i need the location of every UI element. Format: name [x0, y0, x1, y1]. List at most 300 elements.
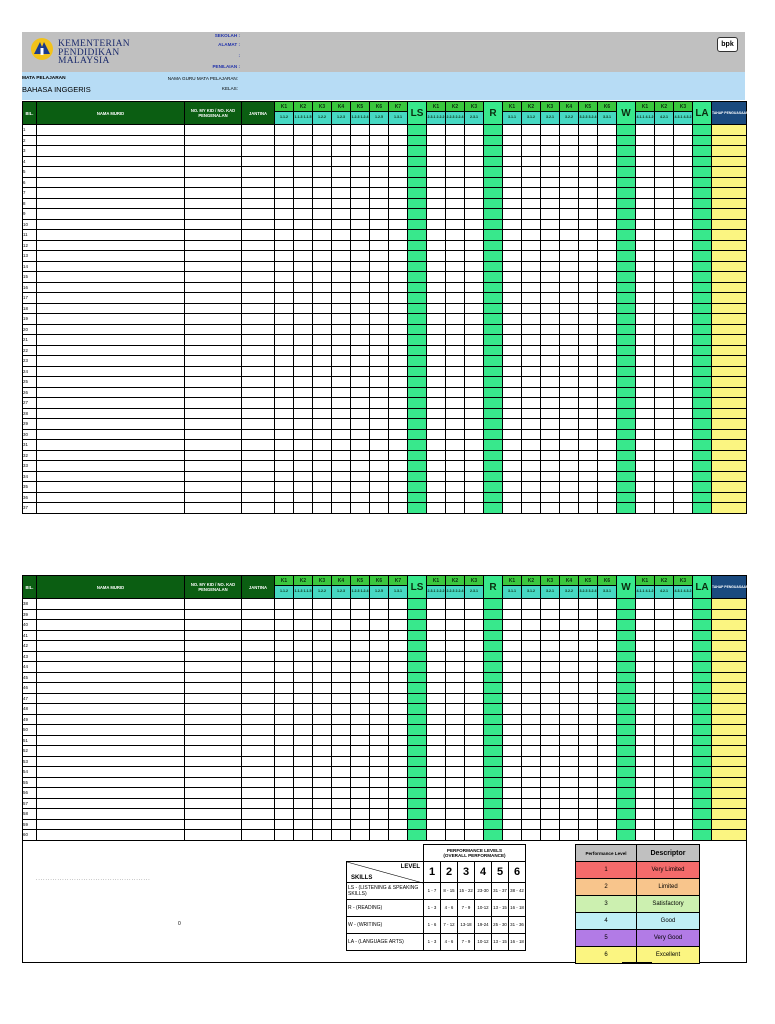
- student-cell[interactable]: [185, 419, 242, 430]
- score-cell[interactable]: [503, 672, 522, 683]
- score-cell[interactable]: [427, 125, 446, 136]
- student-cell[interactable]: [185, 503, 242, 514]
- score-cell[interactable]: [465, 261, 484, 272]
- score-cell[interactable]: [313, 387, 332, 398]
- score-cell[interactable]: [560, 219, 579, 230]
- score-cell[interactable]: [522, 335, 541, 346]
- score-cell[interactable]: [313, 135, 332, 146]
- score-cell[interactable]: [560, 177, 579, 188]
- score-cell[interactable]: [598, 492, 617, 503]
- score-cell[interactable]: [446, 261, 465, 272]
- score-cell[interactable]: [294, 429, 313, 440]
- score-cell[interactable]: [636, 641, 655, 652]
- score-cell[interactable]: [636, 314, 655, 325]
- score-cell[interactable]: [446, 377, 465, 388]
- score-cell[interactable]: [370, 251, 389, 262]
- score-cell[interactable]: [503, 662, 522, 673]
- score-cell[interactable]: [313, 620, 332, 631]
- score-cell[interactable]: [332, 662, 351, 673]
- score-cell[interactable]: [503, 125, 522, 136]
- score-cell[interactable]: [294, 366, 313, 377]
- student-cell[interactable]: [37, 471, 185, 482]
- score-cell[interactable]: [522, 240, 541, 251]
- score-cell[interactable]: [503, 482, 522, 493]
- score-cell[interactable]: [332, 620, 351, 631]
- student-cell[interactable]: [37, 756, 185, 767]
- score-cell[interactable]: [503, 324, 522, 335]
- score-cell[interactable]: [370, 398, 389, 409]
- score-cell[interactable]: [636, 429, 655, 440]
- score-cell[interactable]: [579, 177, 598, 188]
- score-cell[interactable]: [427, 651, 446, 662]
- score-cell[interactable]: [541, 398, 560, 409]
- score-cell[interactable]: [332, 440, 351, 451]
- student-cell[interactable]: [185, 261, 242, 272]
- score-cell[interactable]: [655, 209, 674, 220]
- student-cell[interactable]: [37, 219, 185, 230]
- score-cell[interactable]: [636, 482, 655, 493]
- score-cell[interactable]: [674, 725, 693, 736]
- score-cell[interactable]: [674, 746, 693, 757]
- student-cell[interactable]: [242, 704, 275, 715]
- score-cell[interactable]: [579, 809, 598, 820]
- score-cell[interactable]: [389, 188, 408, 199]
- score-cell[interactable]: [503, 356, 522, 367]
- score-cell[interactable]: [351, 641, 370, 652]
- score-cell[interactable]: [522, 345, 541, 356]
- score-cell[interactable]: [541, 809, 560, 820]
- score-cell[interactable]: [598, 408, 617, 419]
- score-cell[interactable]: [446, 798, 465, 809]
- score-cell[interactable]: [427, 735, 446, 746]
- score-cell[interactable]: [351, 482, 370, 493]
- student-cell[interactable]: [242, 777, 275, 788]
- score-cell[interactable]: [313, 366, 332, 377]
- score-cell[interactable]: [332, 735, 351, 746]
- score-cell[interactable]: [370, 314, 389, 325]
- score-cell[interactable]: [674, 471, 693, 482]
- score-cell[interactable]: [313, 492, 332, 503]
- score-cell[interactable]: [313, 125, 332, 136]
- score-cell[interactable]: [560, 366, 579, 377]
- score-cell[interactable]: [503, 408, 522, 419]
- score-cell[interactable]: [598, 503, 617, 514]
- score-cell[interactable]: [655, 282, 674, 293]
- score-cell[interactable]: [389, 450, 408, 461]
- student-cell[interactable]: [37, 125, 185, 136]
- score-cell[interactable]: [313, 788, 332, 799]
- score-cell[interactable]: [465, 156, 484, 167]
- score-cell[interactable]: [427, 777, 446, 788]
- score-cell[interactable]: [446, 450, 465, 461]
- score-cell[interactable]: [560, 440, 579, 451]
- score-cell[interactable]: [351, 303, 370, 314]
- score-cell[interactable]: [446, 492, 465, 503]
- score-cell[interactable]: [370, 683, 389, 694]
- score-cell[interactable]: [351, 335, 370, 346]
- score-cell[interactable]: [598, 620, 617, 631]
- score-cell[interactable]: [655, 798, 674, 809]
- score-cell[interactable]: [560, 651, 579, 662]
- score-cell[interactable]: [351, 387, 370, 398]
- score-cell[interactable]: [541, 714, 560, 725]
- score-cell[interactable]: [446, 272, 465, 283]
- score-cell[interactable]: [427, 482, 446, 493]
- student-cell[interactable]: [37, 314, 185, 325]
- score-cell[interactable]: [465, 209, 484, 220]
- score-cell[interactable]: [427, 492, 446, 503]
- score-cell[interactable]: [655, 251, 674, 262]
- score-cell[interactable]: [541, 599, 560, 610]
- score-cell[interactable]: [560, 756, 579, 767]
- score-cell[interactable]: [389, 662, 408, 673]
- score-cell[interactable]: [275, 819, 294, 830]
- score-cell[interactable]: [503, 461, 522, 472]
- score-cell[interactable]: [389, 471, 408, 482]
- score-cell[interactable]: [522, 809, 541, 820]
- score-cell[interactable]: [560, 167, 579, 178]
- student-cell[interactable]: [185, 798, 242, 809]
- score-cell[interactable]: [674, 788, 693, 799]
- score-cell[interactable]: [275, 419, 294, 430]
- score-cell[interactable]: [598, 756, 617, 767]
- score-cell[interactable]: [503, 714, 522, 725]
- score-cell[interactable]: [560, 788, 579, 799]
- score-cell[interactable]: [351, 630, 370, 641]
- student-cell[interactable]: [242, 398, 275, 409]
- score-cell[interactable]: [351, 324, 370, 335]
- score-cell[interactable]: [674, 125, 693, 136]
- score-cell[interactable]: [294, 756, 313, 767]
- score-cell[interactable]: [427, 471, 446, 482]
- score-cell[interactable]: [541, 324, 560, 335]
- student-cell[interactable]: [185, 651, 242, 662]
- score-cell[interactable]: [427, 767, 446, 778]
- score-cell[interactable]: [579, 261, 598, 272]
- score-cell[interactable]: [294, 125, 313, 136]
- student-cell[interactable]: [242, 272, 275, 283]
- score-cell[interactable]: [636, 788, 655, 799]
- score-cell[interactable]: [446, 503, 465, 514]
- score-cell[interactable]: [370, 293, 389, 304]
- score-cell[interactable]: [636, 767, 655, 778]
- score-cell[interactable]: [294, 819, 313, 830]
- score-cell[interactable]: [446, 146, 465, 157]
- score-cell[interactable]: [427, 387, 446, 398]
- score-cell[interactable]: [655, 230, 674, 241]
- score-cell[interactable]: [465, 693, 484, 704]
- score-cell[interactable]: [332, 125, 351, 136]
- score-cell[interactable]: [541, 345, 560, 356]
- score-cell[interactable]: [579, 767, 598, 778]
- score-cell[interactable]: [427, 746, 446, 757]
- score-cell[interactable]: [275, 303, 294, 314]
- score-cell[interactable]: [427, 419, 446, 430]
- score-cell[interactable]: [294, 503, 313, 514]
- score-cell[interactable]: [313, 767, 332, 778]
- score-cell[interactable]: [503, 725, 522, 736]
- score-cell[interactable]: [465, 188, 484, 199]
- score-cell[interactable]: [541, 482, 560, 493]
- score-cell[interactable]: [370, 198, 389, 209]
- score-cell[interactable]: [465, 251, 484, 262]
- score-cell[interactable]: [351, 735, 370, 746]
- student-cell[interactable]: [37, 482, 185, 493]
- score-cell[interactable]: [598, 714, 617, 725]
- score-cell[interactable]: [465, 482, 484, 493]
- score-cell[interactable]: [522, 324, 541, 335]
- student-cell[interactable]: [242, 135, 275, 146]
- student-cell[interactable]: [242, 630, 275, 641]
- score-cell[interactable]: [560, 251, 579, 262]
- score-cell[interactable]: [294, 641, 313, 652]
- score-cell[interactable]: [655, 240, 674, 251]
- score-cell[interactable]: [522, 777, 541, 788]
- score-cell[interactable]: [674, 167, 693, 178]
- score-cell[interactable]: [313, 746, 332, 757]
- score-cell[interactable]: [541, 735, 560, 746]
- score-cell[interactable]: [351, 293, 370, 304]
- student-cell[interactable]: [242, 156, 275, 167]
- score-cell[interactable]: [427, 609, 446, 620]
- student-cell[interactable]: [185, 366, 242, 377]
- score-cell[interactable]: [275, 503, 294, 514]
- student-cell[interactable]: [185, 156, 242, 167]
- score-cell[interactable]: [313, 345, 332, 356]
- score-cell[interactable]: [655, 788, 674, 799]
- score-cell[interactable]: [522, 251, 541, 262]
- score-cell[interactable]: [579, 725, 598, 736]
- score-cell[interactable]: [427, 693, 446, 704]
- score-cell[interactable]: [332, 683, 351, 694]
- student-cell[interactable]: [185, 293, 242, 304]
- score-cell[interactable]: [351, 377, 370, 388]
- score-cell[interactable]: [522, 693, 541, 704]
- score-cell[interactable]: [313, 240, 332, 251]
- score-cell[interactable]: [465, 272, 484, 283]
- score-cell[interactable]: [275, 450, 294, 461]
- score-cell[interactable]: [522, 135, 541, 146]
- score-cell[interactable]: [313, 756, 332, 767]
- score-cell[interactable]: [465, 293, 484, 304]
- score-cell[interactable]: [503, 767, 522, 778]
- score-cell[interactable]: [579, 387, 598, 398]
- score-cell[interactable]: [465, 746, 484, 757]
- student-cell[interactable]: [37, 240, 185, 251]
- student-cell[interactable]: [185, 693, 242, 704]
- score-cell[interactable]: [275, 209, 294, 220]
- student-cell[interactable]: [185, 314, 242, 325]
- score-cell[interactable]: [541, 314, 560, 325]
- score-cell[interactable]: [427, 503, 446, 514]
- score-cell[interactable]: [579, 798, 598, 809]
- score-cell[interactable]: [294, 450, 313, 461]
- score-cell[interactable]: [636, 819, 655, 830]
- score-cell[interactable]: [465, 503, 484, 514]
- score-cell[interactable]: [446, 440, 465, 451]
- score-cell[interactable]: [332, 188, 351, 199]
- student-cell[interactable]: [242, 293, 275, 304]
- student-cell[interactable]: [185, 188, 242, 199]
- score-cell[interactable]: [389, 419, 408, 430]
- score-cell[interactable]: [522, 156, 541, 167]
- student-cell[interactable]: [242, 641, 275, 652]
- score-cell[interactable]: [579, 167, 598, 178]
- score-cell[interactable]: [351, 725, 370, 736]
- score-cell[interactable]: [465, 303, 484, 314]
- score-cell[interactable]: [636, 672, 655, 683]
- score-cell[interactable]: [598, 725, 617, 736]
- student-cell[interactable]: [37, 798, 185, 809]
- student-cell[interactable]: [37, 188, 185, 199]
- score-cell[interactable]: [560, 503, 579, 514]
- score-cell[interactable]: [674, 798, 693, 809]
- score-cell[interactable]: [598, 683, 617, 694]
- score-cell[interactable]: [275, 809, 294, 820]
- student-cell[interactable]: [242, 651, 275, 662]
- score-cell[interactable]: [560, 693, 579, 704]
- score-cell[interactable]: [674, 777, 693, 788]
- student-cell[interactable]: [242, 335, 275, 346]
- score-cell[interactable]: [389, 735, 408, 746]
- score-cell[interactable]: [655, 440, 674, 451]
- score-cell[interactable]: [522, 725, 541, 736]
- score-cell[interactable]: [275, 429, 294, 440]
- score-cell[interactable]: [503, 167, 522, 178]
- score-cell[interactable]: [427, 440, 446, 451]
- score-cell[interactable]: [351, 788, 370, 799]
- student-cell[interactable]: [185, 429, 242, 440]
- score-cell[interactable]: [332, 230, 351, 241]
- score-cell[interactable]: [275, 282, 294, 293]
- score-cell[interactable]: [598, 398, 617, 409]
- score-cell[interactable]: [465, 377, 484, 388]
- score-cell[interactable]: [332, 482, 351, 493]
- score-cell[interactable]: [446, 167, 465, 178]
- score-cell[interactable]: [313, 293, 332, 304]
- score-cell[interactable]: [332, 293, 351, 304]
- score-cell[interactable]: [636, 683, 655, 694]
- student-cell[interactable]: [37, 356, 185, 367]
- score-cell[interactable]: [313, 503, 332, 514]
- score-cell[interactable]: [332, 408, 351, 419]
- score-cell[interactable]: [655, 662, 674, 673]
- score-cell[interactable]: [655, 777, 674, 788]
- score-cell[interactable]: [560, 230, 579, 241]
- score-cell[interactable]: [674, 135, 693, 146]
- score-cell[interactable]: [275, 125, 294, 136]
- score-cell[interactable]: [294, 767, 313, 778]
- score-cell[interactable]: [674, 482, 693, 493]
- score-cell[interactable]: [313, 282, 332, 293]
- score-cell[interactable]: [294, 398, 313, 409]
- score-cell[interactable]: [351, 672, 370, 683]
- score-cell[interactable]: [598, 809, 617, 820]
- score-cell[interactable]: [446, 788, 465, 799]
- student-cell[interactable]: [185, 461, 242, 472]
- score-cell[interactable]: [465, 683, 484, 694]
- score-cell[interactable]: [579, 599, 598, 610]
- score-cell[interactable]: [275, 366, 294, 377]
- score-cell[interactable]: [541, 503, 560, 514]
- score-cell[interactable]: [522, 503, 541, 514]
- student-cell[interactable]: [185, 177, 242, 188]
- score-cell[interactable]: [503, 471, 522, 482]
- score-cell[interactable]: [370, 746, 389, 757]
- score-cell[interactable]: [446, 408, 465, 419]
- score-cell[interactable]: [465, 777, 484, 788]
- student-cell[interactable]: [37, 683, 185, 694]
- score-cell[interactable]: [275, 345, 294, 356]
- score-cell[interactable]: [370, 303, 389, 314]
- score-cell[interactable]: [370, 630, 389, 641]
- score-cell[interactable]: [446, 609, 465, 620]
- score-cell[interactable]: [351, 683, 370, 694]
- score-cell[interactable]: [674, 156, 693, 167]
- score-cell[interactable]: [598, 188, 617, 199]
- score-cell[interactable]: [598, 693, 617, 704]
- score-cell[interactable]: [275, 167, 294, 178]
- score-cell[interactable]: [636, 387, 655, 398]
- score-cell[interactable]: [598, 230, 617, 241]
- score-cell[interactable]: [579, 503, 598, 514]
- score-cell[interactable]: [636, 219, 655, 230]
- score-cell[interactable]: [389, 798, 408, 809]
- score-cell[interactable]: [579, 492, 598, 503]
- score-cell[interactable]: [541, 408, 560, 419]
- score-cell[interactable]: [351, 314, 370, 325]
- score-cell[interactable]: [636, 450, 655, 461]
- score-cell[interactable]: [636, 356, 655, 367]
- student-cell[interactable]: [242, 620, 275, 631]
- student-cell[interactable]: [37, 335, 185, 346]
- score-cell[interactable]: [541, 251, 560, 262]
- score-cell[interactable]: [427, 408, 446, 419]
- score-cell[interactable]: [655, 324, 674, 335]
- score-cell[interactable]: [427, 704, 446, 715]
- student-cell[interactable]: [242, 240, 275, 251]
- score-cell[interactable]: [370, 408, 389, 419]
- score-cell[interactable]: [370, 146, 389, 157]
- score-cell[interactable]: [294, 209, 313, 220]
- student-cell[interactable]: [37, 693, 185, 704]
- student-cell[interactable]: [37, 230, 185, 241]
- score-cell[interactable]: [598, 167, 617, 178]
- score-cell[interactable]: [370, 345, 389, 356]
- score-cell[interactable]: [674, 767, 693, 778]
- score-cell[interactable]: [389, 146, 408, 157]
- score-cell[interactable]: [313, 461, 332, 472]
- score-cell[interactable]: [370, 798, 389, 809]
- score-cell[interactable]: [560, 630, 579, 641]
- score-cell[interactable]: [351, 471, 370, 482]
- score-cell[interactable]: [541, 198, 560, 209]
- score-cell[interactable]: [332, 419, 351, 430]
- student-cell[interactable]: [37, 408, 185, 419]
- score-cell[interactable]: [332, 809, 351, 820]
- student-cell[interactable]: [37, 377, 185, 388]
- score-cell[interactable]: [294, 672, 313, 683]
- score-cell[interactable]: [332, 377, 351, 388]
- score-cell[interactable]: [446, 767, 465, 778]
- score-cell[interactable]: [351, 188, 370, 199]
- score-cell[interactable]: [560, 704, 579, 715]
- score-cell[interactable]: [427, 683, 446, 694]
- score-cell[interactable]: [294, 599, 313, 610]
- score-cell[interactable]: [560, 261, 579, 272]
- score-cell[interactable]: [636, 725, 655, 736]
- student-cell[interactable]: [37, 387, 185, 398]
